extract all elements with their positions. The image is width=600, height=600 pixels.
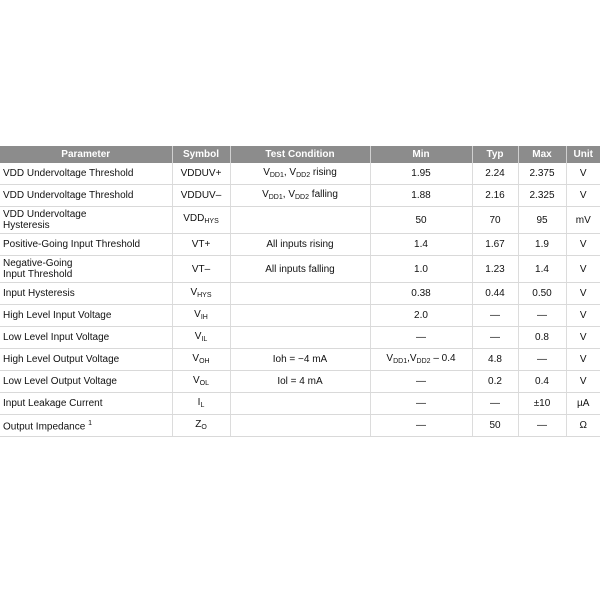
max-cell: 0.50	[518, 283, 566, 305]
test-condition-cell	[230, 283, 370, 305]
unit-cell: V	[566, 163, 600, 185]
footnote-marker: 1	[88, 420, 92, 428]
column-header-max: Max	[518, 146, 566, 163]
parameter-cell: Input Leakage Current	[0, 393, 172, 415]
unit-cell: V	[566, 256, 600, 283]
table-row	[0, 393, 600, 415]
test-condition-cell: Ioh = −4 mA	[230, 349, 370, 371]
unit-cell: V	[566, 305, 600, 327]
parameter-cell: Output Impedance $^1$	[0, 415, 172, 437]
test-condition-cell: All inputs falling	[230, 256, 370, 283]
table-row	[0, 371, 600, 393]
electrical-characteristics-table	[0, 146, 600, 437]
typ-cell: 4.8	[472, 349, 518, 371]
max-cell: ±10	[518, 393, 566, 415]
table-row	[0, 415, 600, 437]
symbol-cell: VDDUV+	[172, 163, 230, 185]
parameter-cell: High Level Input Voltage	[0, 305, 172, 327]
typ-cell: 1.23	[472, 256, 518, 283]
min-cell: —	[370, 371, 472, 393]
symbol-cell: VT–	[172, 256, 230, 283]
min-cell: 2.0	[370, 305, 472, 327]
parameter-cell: VDD Undervoltage Threshold	[0, 185, 172, 207]
max-cell: —	[518, 415, 566, 437]
test-condition-cell	[230, 415, 370, 437]
parameter-cell: Input Hysteresis	[0, 283, 172, 305]
symbol-cell: VT+	[172, 234, 230, 256]
table-row	[0, 185, 600, 207]
table-row	[0, 207, 600, 234]
typ-cell: —	[472, 327, 518, 349]
table-row	[0, 234, 600, 256]
typ-cell: 50	[472, 415, 518, 437]
unit-cell: µA	[566, 393, 600, 415]
test-condition-cell	[230, 305, 370, 327]
min-cell: 1.0	[370, 256, 472, 283]
min-cell: —	[370, 415, 472, 437]
test-condition-cell	[230, 393, 370, 415]
unit-cell: V	[566, 283, 600, 305]
column-header-typ: Typ	[472, 146, 518, 163]
column-header-unit: Unit	[566, 146, 600, 163]
test-condition-cell	[230, 207, 370, 234]
unit-cell: V	[566, 371, 600, 393]
parameter-cell: VDD Undervoltage Threshold	[0, 163, 172, 185]
symbol-cell: $Z_O$	[172, 415, 230, 437]
table-row	[0, 305, 600, 327]
symbol-cell: $V_{IH}$	[172, 305, 230, 327]
unit-cell: mV	[566, 207, 600, 234]
max-cell: 1.9	[518, 234, 566, 256]
parameter-cell: VDD Undervoltage Hysteresis	[0, 207, 172, 234]
parameter-cell: Low Level Input Voltage	[0, 327, 172, 349]
unit-cell: Ω	[566, 415, 600, 437]
parameter-cell: High Level Output Voltage	[0, 349, 172, 371]
column-header-test-condition: Test Condition	[230, 146, 370, 163]
test-condition-cell: $V_{DD1}$, $V_{DD2}$ rising	[230, 163, 370, 185]
max-cell: —	[518, 305, 566, 327]
max-cell: 95	[518, 207, 566, 234]
typ-cell: 70	[472, 207, 518, 234]
table-row	[0, 163, 600, 185]
max-cell: 2.325	[518, 185, 566, 207]
column-header-min: Min	[370, 146, 472, 163]
test-condition-cell: Iol = 4 mA	[230, 371, 370, 393]
typ-cell: —	[472, 393, 518, 415]
unit-cell: V	[566, 327, 600, 349]
table-row	[0, 283, 600, 305]
test-condition-cell	[230, 327, 370, 349]
max-cell: 1.4	[518, 256, 566, 283]
max-cell: 0.4	[518, 371, 566, 393]
symbol-cell: $V_{OL}$	[172, 371, 230, 393]
parameter-cell: Negative-Going Input Threshold	[0, 256, 172, 283]
parameter-cell: Low Level Output Voltage	[0, 371, 172, 393]
column-header-symbol: Symbol	[172, 146, 230, 163]
min-cell: 1.95	[370, 163, 472, 185]
symbol-cell: VDDUV–	[172, 185, 230, 207]
table-row	[0, 256, 600, 283]
parameter-cell: Positive-Going Input Threshold	[0, 234, 172, 256]
table-header-row	[0, 146, 600, 163]
unit-cell: V	[566, 185, 600, 207]
unit-cell: V	[566, 349, 600, 371]
typ-cell: 0.44	[472, 283, 518, 305]
min-cell: —	[370, 393, 472, 415]
max-cell: 0.8	[518, 327, 566, 349]
min-cell: 0.38	[370, 283, 472, 305]
typ-cell: 1.67	[472, 234, 518, 256]
min-cell: —	[370, 327, 472, 349]
unit-cell: V	[566, 234, 600, 256]
min-cell: 50	[370, 207, 472, 234]
typ-cell: 0.2	[472, 371, 518, 393]
symbol-cell: $V_{HYS}$	[172, 283, 230, 305]
min-cell: $V_{DD1},V_{DD2} - 0.4$	[370, 349, 472, 371]
symbol-cell: $I_L$	[172, 393, 230, 415]
symbol-cell: $VDD_{HYS}$	[172, 207, 230, 234]
symbol-cell: $V_{OH}$	[172, 349, 230, 371]
symbol-cell: $V_{IL}$	[172, 327, 230, 349]
min-cell: 1.88	[370, 185, 472, 207]
max-cell: —	[518, 349, 566, 371]
test-condition-cell: All inputs rising	[230, 234, 370, 256]
column-header-parameter: Parameter	[0, 146, 172, 163]
typ-cell: 2.24	[472, 163, 518, 185]
typ-cell: 2.16	[472, 185, 518, 207]
max-cell: 2.375	[518, 163, 566, 185]
test-condition-cell: $V_{DD1}$, $V_{DD2}$ falling	[230, 185, 370, 207]
table-row	[0, 327, 600, 349]
table-row	[0, 349, 600, 371]
typ-cell: —	[472, 305, 518, 327]
min-cell: 1.4	[370, 234, 472, 256]
